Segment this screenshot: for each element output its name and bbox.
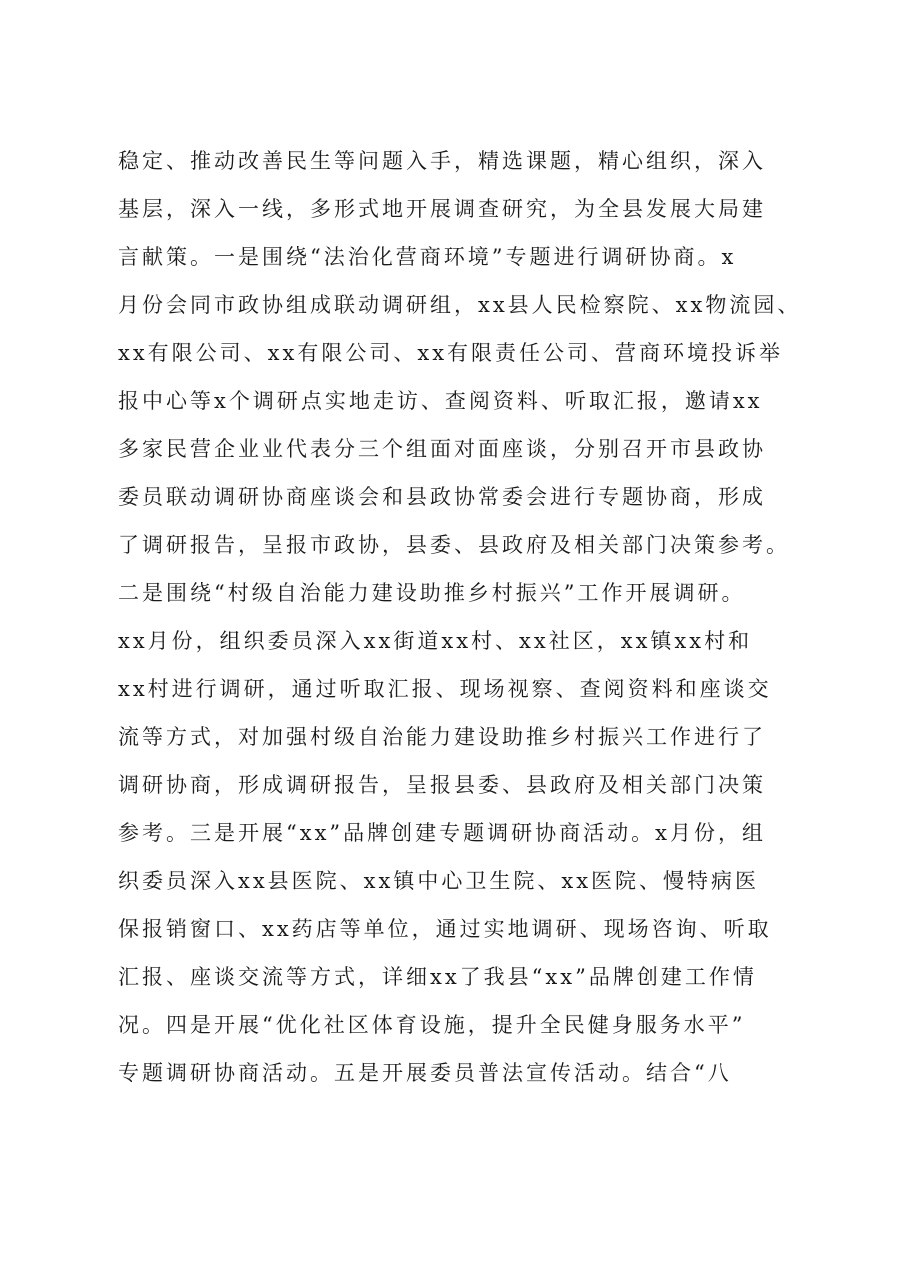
text-line: 委员联动调研协商座谈会和县政协常委会进行专题协商，形成	[118, 485, 766, 509]
text-line: xx村进行调研，通过听取汇报、现场视察、查阅资料和座谈交	[118, 677, 772, 701]
text-line: 调研协商，形成调研报告，呈报县委、县政府及相关部门决策	[118, 773, 766, 797]
text-line: 织委员深入xx县医院、xx镇中心卫生院、xx医院、慢特病医	[118, 869, 760, 893]
text-line: 况。四是开展“优化社区体育设施，提升全民健身服务水平”	[118, 1013, 746, 1037]
text-line: 报中心等x个调研点实地走访、查阅资料、听取汇报，邀请xx	[118, 389, 763, 413]
text-line: 基层，深入一线，多形式地开展调查研究，为全县发展大局建	[118, 197, 766, 221]
text-line: xx月份，组织委员深入xx街道xx村、xx社区，xx镇xx村和	[118, 629, 753, 653]
text-line: 言献策。一是围绕“法治化营商环境”专题进行调研协商。x	[118, 245, 737, 269]
text-line: 专题调研协商活动。五是开展委员普法宣传活动。结合“八	[118, 1061, 732, 1085]
text-line: 了调研报告，呈报市政协，县委、县政府及相关部门决策参考。	[118, 533, 790, 557]
text-line: 参考。三是开展“xx”品牌创建专题调研协商活动。x月份，组	[118, 821, 766, 845]
text-line: xx有限公司、xx有限公司、xx有限责任公司、营商环境投诉举	[118, 341, 784, 365]
text-line: 流等方式，对加强村级自治能力建设助推乡村振兴工作进行了	[118, 725, 766, 749]
text-line: 月份会同市政协组成联动调研组，xx县人民检察院、xx物流园、	[118, 293, 802, 317]
text-line: 稳定、推动改善民生等问题入手，精选课题，精心组织，深入	[118, 149, 766, 173]
text-line: 多家民营企业业代表分三个组面对面座谈，分别召开市县政协	[118, 437, 766, 461]
text-line: 二是围绕“村级自治能力建设助推乡村振兴”工作开展调研。	[118, 581, 746, 605]
text-line: 保报销窗口、xx药店等单位，通过实地调研、现场咨询、听取	[118, 917, 772, 941]
text-line: 汇报、座谈交流等方式，详细xx了我县“xx”品牌创建工作情	[118, 965, 757, 989]
